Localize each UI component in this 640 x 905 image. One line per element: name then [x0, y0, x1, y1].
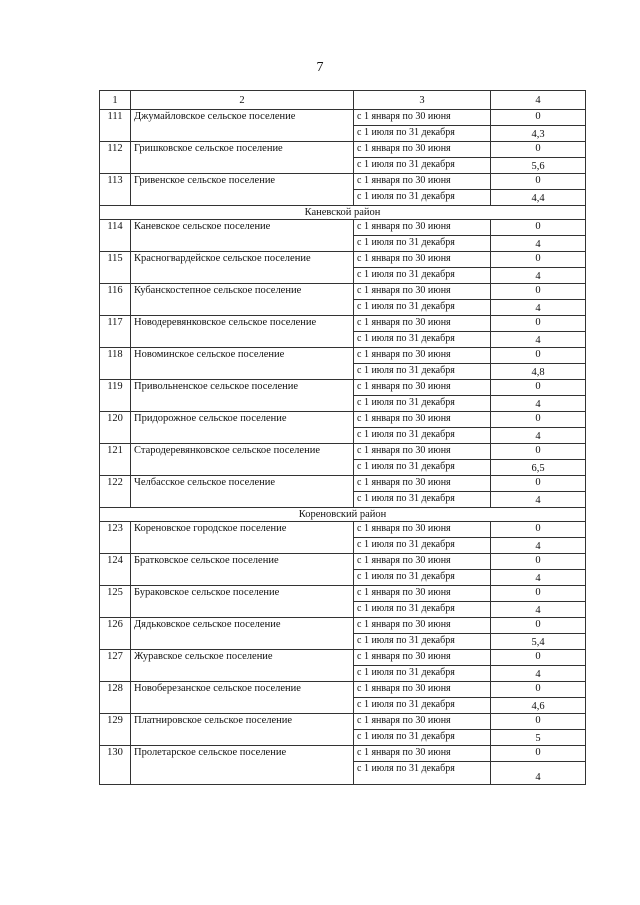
row-number: 116 [100, 284, 131, 316]
period-second-half: с 1 июля по 31 декабря [354, 492, 491, 508]
page-number: 7 [316, 60, 324, 75]
period-first-half: с 1 января по 30 июня [354, 618, 491, 634]
period-second-half: с 1 июля по 31 декабря [354, 666, 491, 682]
table-row [100, 714, 586, 730]
table-row [100, 252, 586, 268]
value-second-half: 4 [491, 268, 586, 284]
value-first-half: 0 [491, 554, 586, 570]
value-first-half: 0 [491, 316, 586, 332]
table-row [100, 746, 586, 762]
row-number: 127 [100, 650, 131, 682]
value-first-half: 0 [491, 110, 586, 126]
row-number: 126 [100, 618, 131, 650]
value-first-half: 0 [491, 714, 586, 730]
value-first-half: 0 [491, 380, 586, 396]
period-first-half: с 1 января по 30 июня [354, 682, 491, 698]
value-second-half: 4,3 [491, 126, 586, 142]
period-first-half: с 1 января по 30 июня [354, 110, 491, 126]
table-row [100, 174, 586, 190]
row-number: 119 [100, 380, 131, 412]
value-second-half: 4 [491, 570, 586, 586]
value-first-half: 0 [491, 746, 586, 762]
row-number: 111 [100, 110, 131, 142]
period-second-half: с 1 июля по 31 декабря [354, 268, 491, 284]
row-number: 124 [100, 554, 131, 586]
table-row [100, 316, 586, 332]
value-second-half: 5,4 [491, 634, 586, 650]
value-second-half: 5,6 [491, 158, 586, 174]
row-number: 117 [100, 316, 131, 348]
period-second-half: с 1 июля по 31 декабря [354, 730, 491, 746]
value-first-half: 0 [491, 682, 586, 698]
header-cell-1: 1 [100, 91, 131, 110]
value-second-half: 4 [491, 492, 586, 508]
settlement-name: Новодеревянковское сельское поселение [131, 316, 354, 348]
settlement-name: Челбасское сельское поселение [131, 476, 354, 508]
value-second-half: 4 [491, 666, 586, 682]
table-row [100, 348, 586, 364]
row-number: 112 [100, 142, 131, 174]
district-name: Кореновский район [100, 508, 586, 522]
table-row [100, 522, 586, 538]
value-first-half: 0 [491, 618, 586, 634]
settlement-name: Красногвардейское сельское поселение [131, 252, 354, 284]
value-second-half: 4 [491, 332, 586, 348]
settlement-name: Кореновское городское поселение [131, 522, 354, 554]
period-second-half: с 1 июля по 31 декабря [354, 332, 491, 348]
value-first-half: 0 [491, 174, 586, 190]
district-name: Каневской район [100, 206, 586, 220]
settlement-name: Новоберезанское сельское поселение [131, 682, 354, 714]
period-first-half: с 1 января по 30 июня [354, 348, 491, 364]
value-second-half: 5 [491, 730, 586, 746]
settlement-name: Гришковское сельское поселение [131, 142, 354, 174]
settlement-name: Джумайловское сельское поселение [131, 110, 354, 142]
value-second-half: 4,6 [491, 698, 586, 714]
period-second-half: с 1 июля по 31 декабря [354, 396, 491, 412]
period-first-half: с 1 января по 30 июня [354, 586, 491, 602]
period-first-half: с 1 января по 30 июня [354, 650, 491, 666]
period-second-half: с 1 июля по 31 декабря [354, 460, 491, 476]
row-number: 113 [100, 174, 131, 206]
row-number: 120 [100, 412, 131, 444]
row-number: 115 [100, 252, 131, 284]
settlement-name: Кубанскостепное сельское поселение [131, 284, 354, 316]
period-first-half: с 1 января по 30 июня [354, 174, 491, 190]
row-number: 128 [100, 682, 131, 714]
settlement-name: Братковское сельское поселение [131, 554, 354, 586]
value-second-half: 4 [491, 300, 586, 316]
table-row [100, 142, 586, 158]
row-number: 125 [100, 586, 131, 618]
settlement-name: Гривенское сельское поселение [131, 174, 354, 206]
value-first-half: 0 [491, 650, 586, 666]
value-second-half: 4 [491, 396, 586, 412]
period-first-half: с 1 января по 30 июня [354, 746, 491, 762]
period-first-half: с 1 января по 30 июня [354, 252, 491, 268]
period-first-half: с 1 января по 30 июня [354, 380, 491, 396]
period-second-half: с 1 июля по 31 декабря [354, 428, 491, 444]
period-second-half: с 1 июля по 31 декабря [354, 126, 491, 142]
value-first-half: 0 [491, 220, 586, 236]
table-row [100, 220, 586, 236]
period-second-half: с 1 июля по 31 декабря [354, 538, 491, 554]
period-second-half: с 1 июля по 31 декабря [354, 158, 491, 174]
value-second-half: 6,5 [491, 460, 586, 476]
settlement-name: Придорожное сельское поселение [131, 412, 354, 444]
value-second-half: 4 [491, 538, 586, 554]
table-row [100, 554, 586, 570]
settlement-name: Дядьковское сельское поселение [131, 618, 354, 650]
period-second-half: с 1 июля по 31 декабря [354, 300, 491, 316]
table-row [100, 444, 586, 460]
period-first-half: с 1 января по 30 июня [354, 284, 491, 300]
settlement-name: Журавское сельское поселение [131, 650, 354, 682]
period-second-half: с 1 июля по 31 декабря [354, 698, 491, 714]
value-first-half: 0 [491, 142, 586, 158]
period-second-half: с 1 июля по 31 декабря [354, 602, 491, 618]
header-cell-3: 3 [354, 91, 491, 110]
value-second-half: 4 [491, 602, 586, 618]
row-number: 130 [100, 746, 131, 785]
table-row [100, 618, 586, 634]
settlement-name: Стародеревянковское сельское поселение [131, 444, 354, 476]
table-row [100, 476, 586, 492]
period-first-half: с 1 января по 30 июня [354, 476, 491, 492]
period-second-half: с 1 июля по 31 декабря [354, 236, 491, 252]
value-first-half: 0 [491, 476, 586, 492]
settlement-name: Привольненское сельское поселение [131, 380, 354, 412]
period-first-half: с 1 января по 30 июня [354, 554, 491, 570]
table-row [100, 682, 586, 698]
row-number: 129 [100, 714, 131, 746]
settlement-name: Бураковское сельское поселение [131, 586, 354, 618]
row-number: 118 [100, 348, 131, 380]
period-first-half: с 1 января по 30 июня [354, 142, 491, 158]
table-row [100, 650, 586, 666]
value-second-half: 4,4 [491, 190, 586, 206]
period-first-half: с 1 января по 30 июня [354, 412, 491, 428]
row-number: 121 [100, 444, 131, 476]
district-row [100, 508, 586, 522]
table-row [100, 380, 586, 396]
header-row [100, 91, 586, 110]
value-second-half: 4,8 [491, 364, 586, 380]
period-first-half: с 1 января по 30 июня [354, 220, 491, 236]
settlement-name: Платнировское сельское поселение [131, 714, 354, 746]
value-first-half: 0 [491, 522, 586, 538]
table-row [100, 110, 586, 126]
settlement-name: Каневское сельское поселение [131, 220, 354, 252]
period-first-half: с 1 января по 30 июня [354, 316, 491, 332]
period-second-half: с 1 июля по 31 декабря [354, 570, 491, 586]
settlement-name: Пролетарское сельское поселение [131, 746, 354, 785]
value-second-half: 4 [491, 236, 586, 252]
period-first-half: с 1 января по 30 июня [354, 714, 491, 730]
period-first-half: с 1 января по 30 июня [354, 444, 491, 460]
row-number: 114 [100, 220, 131, 252]
table-row [100, 284, 586, 300]
row-number: 122 [100, 476, 131, 508]
value-first-half: 0 [491, 412, 586, 428]
table-row [100, 586, 586, 602]
period-first-half: с 1 января по 30 июня [354, 522, 491, 538]
period-second-half: с 1 июля по 31 декабря [354, 762, 491, 785]
value-first-half: 0 [491, 252, 586, 268]
value-first-half: 0 [491, 284, 586, 300]
period-second-half: с 1 июля по 31 декабря [354, 190, 491, 206]
value-first-half: 0 [491, 444, 586, 460]
tariff-table [99, 90, 586, 785]
table-row [100, 412, 586, 428]
value-second-half: 4 [491, 428, 586, 444]
value-first-half: 0 [491, 586, 586, 602]
value-first-half: 0 [491, 348, 586, 364]
table-body [100, 91, 586, 785]
settlement-name: Новоминское сельское поселение [131, 348, 354, 380]
header-cell-2: 2 [131, 91, 354, 110]
period-second-half: с 1 июля по 31 декабря [354, 364, 491, 380]
header-cell-4: 4 [491, 91, 586, 110]
row-number: 123 [100, 522, 131, 554]
value-second-half: 4 [491, 762, 586, 785]
period-second-half: с 1 июля по 31 декабря [354, 634, 491, 650]
district-row [100, 206, 586, 220]
